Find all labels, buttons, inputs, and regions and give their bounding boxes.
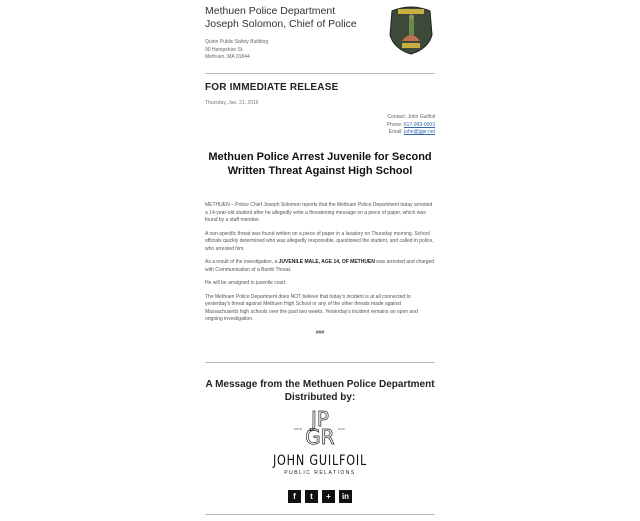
chief-name: Joseph Solomon, Chief of Police [205, 18, 357, 30]
svg-text:GR: GR [305, 425, 335, 446]
plus-icon[interactable]: + [322, 490, 335, 503]
svg-text:JP: JP [311, 408, 329, 431]
paragraph: He will be arraigned in juvenile court. [205, 280, 287, 286]
jgpr-monogram-icon [290, 408, 350, 446]
svg-text:ESTD: ESTD [294, 427, 303, 431]
brand-name: JOHN GUILFOIL [272, 453, 368, 469]
social-links [205, 486, 435, 504]
phone-link[interactable]: 617-993-0003 [403, 121, 435, 128]
paragraph: METHUEN – Police Chief Joseph Solomon reports that the Methuen Police Department today arrested a 14-year-old student after he allegedly write a threatening message on a piece of paper, which was found by a staff member. [205, 202, 433, 223]
paragraph: The Methuen Police Department does NOT believe that today's incident is at all connected to yesterday's threat against Methuen High School or any of the other threats made against Massachusetts high schools over the past two weeks. Yesterday's incident remains an open and ongoing investigation. [205, 293, 418, 322]
jgpr-logo[interactable] [205, 408, 435, 476]
release-date: Thursday, Jan. 21, 2016 [205, 100, 259, 106]
divider [205, 362, 435, 363]
address: Quinn Public Safety Building 90 Hampshire St. Methuen, MA 01844 [205, 39, 269, 60]
distribution-message: A Message from the Methuen Police Department Distributed by: [205, 379, 435, 403]
police-badge-icon [388, 5, 434, 55]
contact-block: Contact: John Guilfoil Phone: 617-993-0003 Email: john@jgpr.net [386, 114, 435, 135]
department-name: Methuen Police Department [205, 5, 336, 17]
twitter-icon[interactable]: t [305, 490, 318, 503]
email-link[interactable]: john@jgpr.net [404, 129, 435, 135]
divider [205, 73, 435, 74]
article-body [205, 202, 435, 337]
svg-text:2013: 2013 [338, 427, 345, 431]
divider [205, 514, 435, 515]
facebook-icon[interactable]: f [288, 490, 301, 503]
paragraph: A non-specific threat was found written on a piece of paper in a lavatory on Thursday morning. School officials quickly determined who was allegedly responsible, questioned the student, and called in police, who arrested him. [205, 230, 434, 252]
brand-subtitle: PUBLIC RELATIONS [284, 470, 356, 476]
end-mark: ### [315, 329, 325, 336]
paragraph: As a result of the investigation, a JUVENILE MALE, AGE 14, OF METHUEN was arrested and charged with Communication of a Bomb Threat. [205, 259, 435, 273]
release-label: FOR IMMEDIATE RELEASE [205, 82, 339, 93]
linkedin-icon[interactable]: in [339, 490, 352, 503]
headline: Methuen Police Arrest Juvenile for Second Written Threat Against High School [208, 151, 432, 177]
